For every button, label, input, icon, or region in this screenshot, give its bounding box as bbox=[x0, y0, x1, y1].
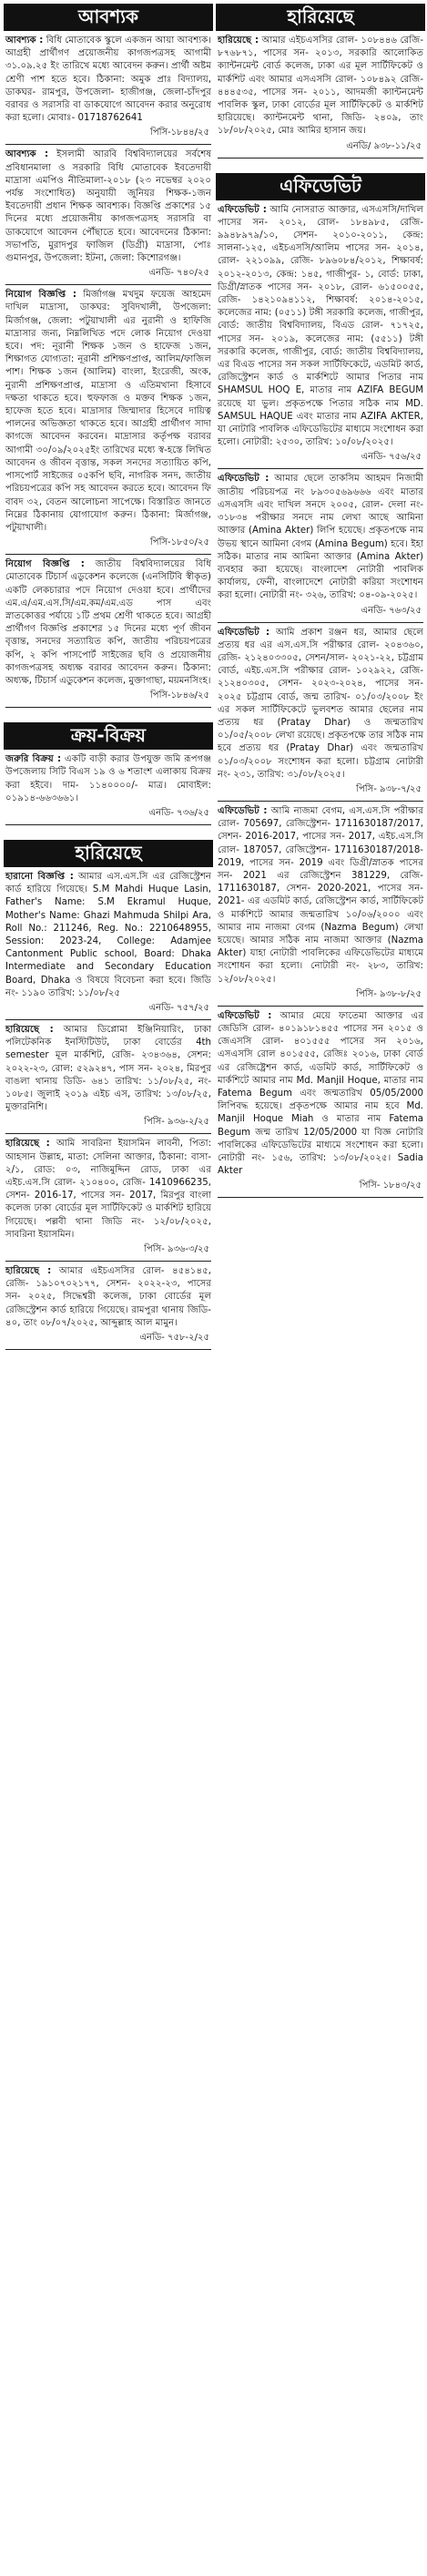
classified-ad bbox=[216, 473, 425, 602]
ad-divider bbox=[5, 1019, 211, 1020]
ad-lead: আবশ্যক : bbox=[5, 149, 49, 160]
ad-lead: নিয়োগ বিজ্ঞপ্তি : bbox=[5, 290, 76, 301]
classified-ad bbox=[216, 627, 425, 782]
ad-lead: হারানো বিজ্ঞপ্তি : bbox=[5, 871, 74, 882]
ad-reference-code: পিসি- ১৮৪৩/২৫ bbox=[359, 1181, 422, 1191]
classified-ad bbox=[4, 753, 213, 805]
ad-text: আমার এইচএসসির রোল- ১০৮৪৪৬ রেজি- ৮৭৬৮৭১, পাসের সন- ২০১৩, সরকারি আলোকিত ক্যান্টনমেন্ট বোর্ড কলেজ, ঢাকা এর মূল সার্টিফিকেট ও মার্কশিট এবং আমার এসএসসি রোল- ১০৮৪৯২ রেজি- ৪৪৪৫৩৫, পাসের সন- ২০১১, আদমজী ক্যান্টনমেন্ট পাবলিক স্কুল, ঢাকা বোর্ডের মূল সার্টিফিকেট ও মার্কশিট হারিয়েছে। ক্যান্টনমেন্ট থানা, জিডি- ২৪০৯, তাং ১৮/০৮/২০২৫, মোঃ আমির হাসান জয়। bbox=[218, 36, 423, 137]
haryeche-ads-right bbox=[216, 35, 425, 158]
right-column bbox=[216, 0, 425, 1201]
haryeche-ads-left bbox=[4, 871, 213, 1350]
section-header-haryeche-left: হারিয়েছে bbox=[4, 840, 213, 867]
left-column bbox=[4, 0, 213, 1354]
ad-lead: এফিডেভিট : bbox=[218, 627, 270, 638]
ad-lead: এফিডেভিট : bbox=[218, 1010, 272, 1021]
classified-ad bbox=[4, 35, 213, 125]
ad-lead: হারিয়েছে : bbox=[5, 1266, 52, 1277]
ad-text: আমার মেয়ে ফাতেমা আক্তার এর জেডিসি রোল- ৪০১৯১৮১৪৫৫ পাসের সন ২০১৫ ও জেএসসি রোল- ৪০১৫৫৫ পাসের সন ২০১৬, এসএসসি রোল ৪০১৫৫৫, রেজিঃ ২০১৬, ঢাকা বোর্ড এর রেজিষ্ট্রেশন কার্ড, এডমিট কার্ড, সার্টিফিকেট ও মার্কশিটে আমার নাম Md. Manjil Hoque, মাতার নাম Fatema Begum এবং জন্মতারিখ 05/05/2000 লিপিবদ্ধ হয়েছে। প্রকৃতপক্ষে আমার নাম হবে Md. Manjil Hoque Miah ও মাতার নাম Fatema Begum জন্ম তারিখ 12/05/2000 যা বিজ্ঞ নোটারি পাবলিকের এফিডেভিটের মাধ্যমে সংশোধন করা হলো। নোটারী নং- ১৫৬, তারিখ: ১৩/০৮/২০২৫। Sadia Akter bbox=[218, 1010, 423, 1177]
classified-ad bbox=[216, 204, 425, 450]
ad-reference-code: এনডি- ৭৪০/২৫ bbox=[148, 268, 209, 279]
ad-lead: এফিডেভিট : bbox=[218, 204, 267, 215]
ad-text: একটি বাড়ী করার উপযুক্ত জমি রূপগঞ্জ উপজেলায় সিটি বিএস ১৯ ও ৬ শতাংশ এলাকায় বিক্রয় করা হইবে। দাম- ১১৪০০০০/- মাত্র। মোবাইল: ০১৯১৪-৬৬৩৬৬১। bbox=[5, 754, 211, 803]
ad-lead: আবশ্যক : bbox=[5, 36, 44, 46]
classified-ad bbox=[4, 1024, 213, 1114]
ad-text: বিধি মোতাবেক স্কুলে একজন আয়া আবশ্যক। আগ্রহী প্রার্থীগণ প্রয়োজনীয় কাগজপত্রসহ আগামী ৩১.০৯.২৫ ইং তারিখে মধ্যে আবেদন করুন। প্রার্থী অষ্টম শ্রেণী পাশ হতে হবে। ঠিকানা: অমুক প্রাঃ বিদ্যালয়, ডাকঘর- রামপুর, উপজেলা- হাজীগঞ্জ, জেলা-চাঁদপুর বরাবর ও সরাসরি বা ডাকযোগে আবেদন করার অনুরোধ করা হলো। মোবাঃ- 01718762641 bbox=[5, 36, 211, 124]
classified-ad bbox=[4, 289, 213, 535]
ad-lead: নিয়োগ বিজ্ঞপ্তি : bbox=[5, 559, 85, 570]
section-header-aboshshok: আবশ্যক bbox=[4, 4, 213, 31]
ad-reference-code: পিসি- ৯৩৬-২/২৫ bbox=[144, 1117, 209, 1128]
ad-reference-code: পিসি-১৮৪৬/২৫ bbox=[149, 690, 209, 701]
classified-ad bbox=[216, 1010, 425, 1179]
ad-text: ইসলামী আরবি বিশ্ববিদ্যালয়ের সর্বশেষ প্রবিধানমালা ও সরকারি বিধি মোতাবেক ইবতেদায়ী মাদ্রাসা এমপিও নীতিমালা-২০১৮ (২৩ নভেম্বর ২০২০ পর্যন্ত সংশোধিত) অনুযায়ী জুনিয়র শিক্ষক-১জন ইবতেদায়ী প্রধান শিক্ষক আবশ্যক। বিজ্ঞপ্তি প্রকাশের ১৫ দিনের মধ্যে প্রয়োজনীয় কাগজপত্রসহ সরাসরি বা ডাকযোগে আবেদন পৌঁছাতে হবে। আবেদনের ঠিকানা: সভাপতি, মুরাদপুর ফাজিল (ডিগ্রী) মাদ্রাসা, পোঃ গুমানপুর, উপজেলা: ইটনা, জেলা: কিশোরগঞ্জ। bbox=[5, 149, 211, 264]
ad-text: আমি সাবরিনা ইয়াসমিন লাবনী, পিতা: আহসান উল্লাহ, মাতা: সেলিনা আক্তার, ঠিকানা: বাসা- ২/১, রোড: ০৩, নাজিমুদ্দিন রোড, ঢাকা এর এইচ.এস.সি রোল- ২১০৪০০, রেজি- 1410966235, সেশন- 2016-17, পাসের সন- 2017, মিরপুর বাংলা কলেজ ঢাকা বোর্ডের মূল সার্টিফিকেট ও মার্কশিট হারিয়ে গিয়েছে। পল্লবী থানা জিডি নং- ১২/০৮/২০২৫, সাবরিনা ইয়াসমিন। bbox=[5, 1139, 211, 1240]
classified-ad bbox=[216, 805, 425, 986]
ad-text: আমি নাজমা বেগম, এস.এস.সি পরীক্ষার রোল- 705697, রেজিস্ট্রেশন- 1711630187/2017, সেশন- 2016-2017, পাসের সন- 2017, এইচ.এস.সি রোল- 187057, রেজিস্ট্রেশন- 1711630187/2018-2019, পাসের সন- 2019 এবং ডিগ্রী/স্নাতক পাসের সন- 2021 এর রেজিস্ট্রেশন 381229, রেজি- 1711630187, সেশন- 2020-2021, পাসের সন- 2021- এর এডমিট কার্ড, রেজিস্ট্রেশন কার্ড, সার্টিফিকেট ও মার্কশিটে আমার জন্মতারিখ ১০/০৬/২০০০ এবং আমার নাম নাজমা বেগম (Nazma Begum) লেখা হয়েছে। আমার সঠিক নাম নাজমা আক্তার (Nazma Akter) যাহা নোটারী পাবলিকের এফিডেভিটের মাধ্যমে সংশোধন করা হলো। নোটারী নং- ২৮৩, তারিখ: ১২/০৮/২০২৫। bbox=[218, 805, 423, 985]
ad-lead: হারিয়েছে : bbox=[5, 1139, 50, 1150]
ad-reference-code: পিসি-১৮৫০/২৫ bbox=[149, 537, 209, 548]
ad-text: আমি প্রকাশ রঞ্জন ধর, আমার ছেলে প্রত্যয় ধর এর এস.এস.সি পরীক্ষার রোল- ২০৪৩৬০, রেজি- ২১২৪০৩৩০৫, সেশন/সাল- ২০২১-২২, চট্টগ্রাম বোর্ড, এইচ.এস.সি পরীক্ষার রোল- ১০২৯২২, রেজি- ২১২৪০৩০৫, সেশন- ২০২৩-২০২৪, পাসের সন- ২০২৫ চট্টগ্রাম বোর্ড, জন্ম তারিখ- ০১/০৩/২০০৮ ইং এর সকল সার্টিফিকেটে ভুলবশত আমার ছেলের নাম প্রত্যয় ধর (Pratay Dhar) ও জন্মতারিখ ০১/০৫/২০০৮ লেখা রয়েছে। প্রকৃতপক্ষে তার সঠিক নাম হবে প্রত্যয় ধর (Pratay Dhar) এবং জন্মতারিখ ০১/০৩/২০০৮ সংশোধন করা হলো। চট্টগ্রাম নোটারী নং- ২৩১, তারিখ: ৩১/০৮/২০২৫। bbox=[218, 627, 423, 780]
ad-divider bbox=[218, 1006, 423, 1007]
ad-reference-code: পিসি- ৯৩৮-৭/২৫ bbox=[356, 783, 422, 794]
ad-divider bbox=[218, 801, 423, 802]
classified-ad bbox=[4, 871, 213, 1000]
ad-lead: জরুরি বিক্রয় : bbox=[5, 754, 62, 765]
ad-reference-code: পিসি- ৯৩৮-৮/২৫ bbox=[356, 988, 422, 999]
ad-divider bbox=[5, 707, 211, 708]
ad-reference-code: এনডি/ ৯৩৮-১১/২৫ bbox=[346, 140, 422, 151]
ad-divider bbox=[218, 1197, 423, 1198]
classified-ad bbox=[4, 1265, 213, 1330]
section-header-haryeche-right: হারিয়েছে bbox=[216, 4, 425, 31]
ad-text: আমি নোসরাত আক্তার, এসএসসি/দাখিল পাসের সন- ২০১২, রোল- ১৮৪৯৮৫, রেজি- ৯৯৪৮৯৭৯/১০, সেশন- ২০১০-২০১১, কেন্দ্র: সালনা-১২৫, এইচএসসি/আলিম পাসের সন- ২০১৪, রোল- ২২১০৯৯, রেজি- ৮৯৬০৮৪/২০১২, শিক্ষাবর্ষ: ২০১২-২০১৩, কেন্দ্র: ১৪৫, গাজীপুর- ১, বোর্ড: ঢাকা, ডিগ্রী/স্নাতক পাসের সন- ২০১৮, রোল- ৬১৫০০৫৫, রেজি- ১৪২১০৯৪১১২, শিক্ষাবর্ষ: ২০১৪-২০১৫, কলেজের নাম: (০৫১১) টঙ্গী সরকারি কলেজ, গাজীপুর, বোর্ড: জাতীয় বিশ্ববিদ্যালয়, বিএড রোল- ৭১৭২৫, পাসের সন- ২০১৯, কলেজের নাম: (৫৫১১) টঙ্গী সরকারি কলেজ, গাজীপুর, বোর্ড: জাতীয় বিশ্ববিদ্যালয়, এর বিএড পাসের সন সকল সার্টিফিকেটে, এডমিট কার্ড, রেজিস্ট্রেশন কার্ড ও মার্কশিটে আমার পিতার নাম SHAMSUL HOQ E, মাতার নাম AZIFA BEGUM রয়েছে যা ভুল। প্রকৃতপক্ষে পিতার সঠিক নাম MD. SAMSUL HAQUE এবং মাতার নাম AZIFA AKTER, যা নোটারি পাবলিক এফিডেভিটের মাধ্যমে সংশোধন করা হলো। নোটারী: ২৫৩০, তারিখ: ১০/০৮/২০২৫। bbox=[218, 204, 423, 448]
ad-lead: হারিয়েছে : bbox=[5, 1024, 54, 1035]
ad-text: জাতীয় বিশ্ববিদ্যালয়ের বিধি মোতাবেক টিচার্স এডুকেশন কলেজে (এনসিটিবি স্বীকৃত) একটি লেকচারার পদে নিয়োগ দেওয়া হবে। প্রার্থীদের এম.এ/এম.এস.সি/এম.কম/এম.এড পাস এবং স্নাতকোত্তর পর্যায়ে ১টি প্রথম শ্রেণী থাকতে হবে। আগ্রহী প্রার্থীগণ বিজ্ঞপ্তি প্রকাশের ১৫ দিনের মধ্যে পূর্ণ জীবন বৃত্তান্ত, সনদের সত্যায়িত কপি, জাতীয় পরিচয়পত্রের কপি, ২ কপি পাসপোর্ট সাইজের ছবি ও প্রয়োজনীয় কাগজপত্রসহ অধ্যক্ষ বরাবর আবেদন করুন। ঠিকানা: অধ্যক্ষ, টিচার্স এডুকেশন কলেজ, মুক্তাগাছা, ময়মনসিংহ। bbox=[5, 559, 211, 686]
classified-ad bbox=[4, 558, 213, 688]
affidavit-ads bbox=[216, 204, 425, 1199]
ad-divider bbox=[218, 468, 423, 469]
ad-text: আমার ছেলে তাকসিম আহমদ নিজামী জাতীয় পরিচয়পত্র নং ৮৯৩০৫৬৯৬৬৬ এবং মাতার এসএসসি এবং দাখিল সনদে ২০০৫, রোল- দেলা নং- ৩১৮৩৪ পরীক্ষার সনদে নাম লেখা আছে আমিনা আক্তার (Amina Akter) লিপি হয়েছে। প্রকৃতপক্ষে নাম উভয় স্থানে আমিনা বেগম (Amina Begum) হবে। ইহা সঠিক। মাতার নাম আমিনা আক্তার (Amina Akter) ব্যবহার করা হয়েছে। বাংলাদেশ নোটারী পাবলিক কার্যালয়, ফেনী, বাংলাদেশে নোটারী করিয়া সংশোধন করা হলো। নোটারী নং- ৩২৬, তারিখ: ০৪-০৯-২০২৫। bbox=[218, 474, 423, 601]
section-header-affidavit: এফিডেভিট bbox=[216, 173, 425, 200]
classified-ad bbox=[4, 1138, 213, 1242]
ad-text: আমার ডিপ্লোমা ইঞ্জিনিয়ারিং, ঢাকা পলিটেকনিক ইনস্টিটিউট, ঢাকা বোর্ডের 4th semester মূল মার্কশিট, রেজি- ২৩৪৩৬৪, সেশন: ২০২২-২৩, রোল: ৫২৯২৪৭, পাস সন- ২০২৪, মিরপুর বাঙলা থানায় ডিডি- ৬৪১ তারিখ: ১১/০৮/২৫, নং- ১০৮৫। জুলাই ২০১৯ এইচ এস, তারিখ: ১৩/০৮/২৫, মুক্তারনিশি। bbox=[5, 1024, 211, 1113]
ad-text: মির্জাগঞ্জ মখদুম ফয়েজ আহমেদ দাখিল মাদ্রাসা, ডাকঘর: সুবিদখালী, উপজেলা: মির্জাগঞ্জ, জেলা: পটুয়াখালী এর নুরানী ও হাফিজি মাদ্রাসার জন্য, নিম্নলিখিত পদে লোক নিয়োগ দেওয়া হবে। পদ: নূরানী শিক্ষক ১জন ও হাফেজ ১জন, শিক্ষাগত যোগ্যতা: নূরানী প্রশিক্ষণপ্রাপ্ত, আলিম/ফাজিল পাশ। শিক্ষক ১জন (আলিম) বাংলা, ইংরেজী, অংক, নুরানী প্রশিক্ষণপ্রাপ্ত, মাদ্রাসা ও এতিমখানা হিসাবে দক্ষতা থাকতে হবে। হুফফাজ ও মক্তব শিক্ষক ১জন, হাফেজ হতে হবে। মাদ্রাসার জিম্মাদার হিসেবে দায়িত্ব পালনের অভিজ্ঞতা থাকতে হবে। আগ্রহী প্রার্থীগণ সাদা কাগজে আবেদন করবেন। মাদ্রাসার কর্তৃপক্ষ বরাবর আগামী ৩০/০৯/২০২৫ইং তারিখের মধ্যে স্ব-হস্তে লিখিত আবেদন ও জীবন বৃত্তান্ত, সকল সনদের সত্যায়িত কপি, পাসপোর্ট সাইজের ০৫কপি ছবি, নাগরিক সনদ, জাতীয় পরিচয়পত্রের কপি সহ আবেদন করতে হবে। আবেদন ফি বাবদ ৩২, বেতন আলোচনা সাপেক্ষে। বিস্তারিত জানতে নিম্নের ঠিকানায় যোগাযোগ করুন। ঠিকানা: মির্জাগঞ্জ, পটুয়াখালী। bbox=[5, 290, 211, 533]
ad-divider bbox=[218, 622, 423, 623]
kroy-bikroy-ads bbox=[4, 753, 213, 825]
ad-lead: এফিডেভিট : bbox=[218, 474, 269, 485]
ad-reference-code: এনডি- ৭৫৬/২৫ bbox=[361, 452, 422, 463]
ad-divider bbox=[5, 1349, 211, 1350]
ad-divider bbox=[5, 1133, 211, 1134]
classified-ad bbox=[216, 35, 425, 138]
ad-lead: হারিয়েছে : bbox=[218, 36, 259, 46]
ad-reference-code: এনডি- ৭৩৬/২৫ bbox=[148, 807, 209, 818]
ad-divider bbox=[5, 1261, 211, 1262]
ad-divider bbox=[5, 824, 211, 825]
ad-reference-code: পিসি- ৯৩৬-৩/২৫ bbox=[144, 1244, 209, 1255]
ad-divider bbox=[5, 144, 211, 145]
ad-text: আমার এইচএসসির রোল- ৪৫৪১৪৫, রেজি- ১৯১০৭০২১৭৭, সেশন- ২০২২-২৩, পাসের সন- ২০২৫, সিদ্ধেশ্বরী কলেজ, ঢাকা বোর্ডের মূল রেজিস্ট্রেশন কার্ড হারিয়ে গিয়েছে। রামপুরা থানায় জিডি- ৪০, তাং ০৮/০৭/২০২৫, আব্দুল্লাহ আল মামুন। bbox=[5, 1266, 211, 1328]
ad-divider bbox=[5, 284, 211, 285]
ad-divider bbox=[5, 554, 211, 555]
ad-reference-code: এনডি- ৭৫৮-২/২৫ bbox=[139, 1333, 209, 1344]
classified-ad bbox=[4, 148, 213, 265]
ad-reference-code: এনডি- ৭৬৩/২৫ bbox=[361, 605, 422, 616]
ad-text: আমার এস.এস.সি এর রেজিস্ট্রেশন কার্ড হারিয়ে গিয়েছে। S.M Mahdi Huque Lasin, Father's Name: S.M Ekramul Huque, Mother's Name: Ghazi Mahmuda Shilpi Ara, Roll No.: 211246, Reg. No.: 2210648955, Session: 2023-24, College: Adamjee Cantonment Public school, Board: Dhaka Intermediate and Secondary Education Board, Dhaka ও বিষয়ে বিবেচনা করা হবে। জিডি নং- ১১৯০ তারিখ: ১১/০৮/২৫ bbox=[5, 871, 211, 998]
ad-reference-code: পিসি-১৮৪৪/২৫ bbox=[149, 128, 209, 138]
ad-lead: এফিডেভিট : bbox=[218, 805, 268, 816]
ad-reference-code: এনডি- ৭৫৭/২৫ bbox=[148, 1002, 209, 1013]
aboshshok-ads bbox=[4, 35, 213, 708]
section-header-kroy-bikroy: ক্রয়-বিক্রয় bbox=[4, 722, 213, 750]
